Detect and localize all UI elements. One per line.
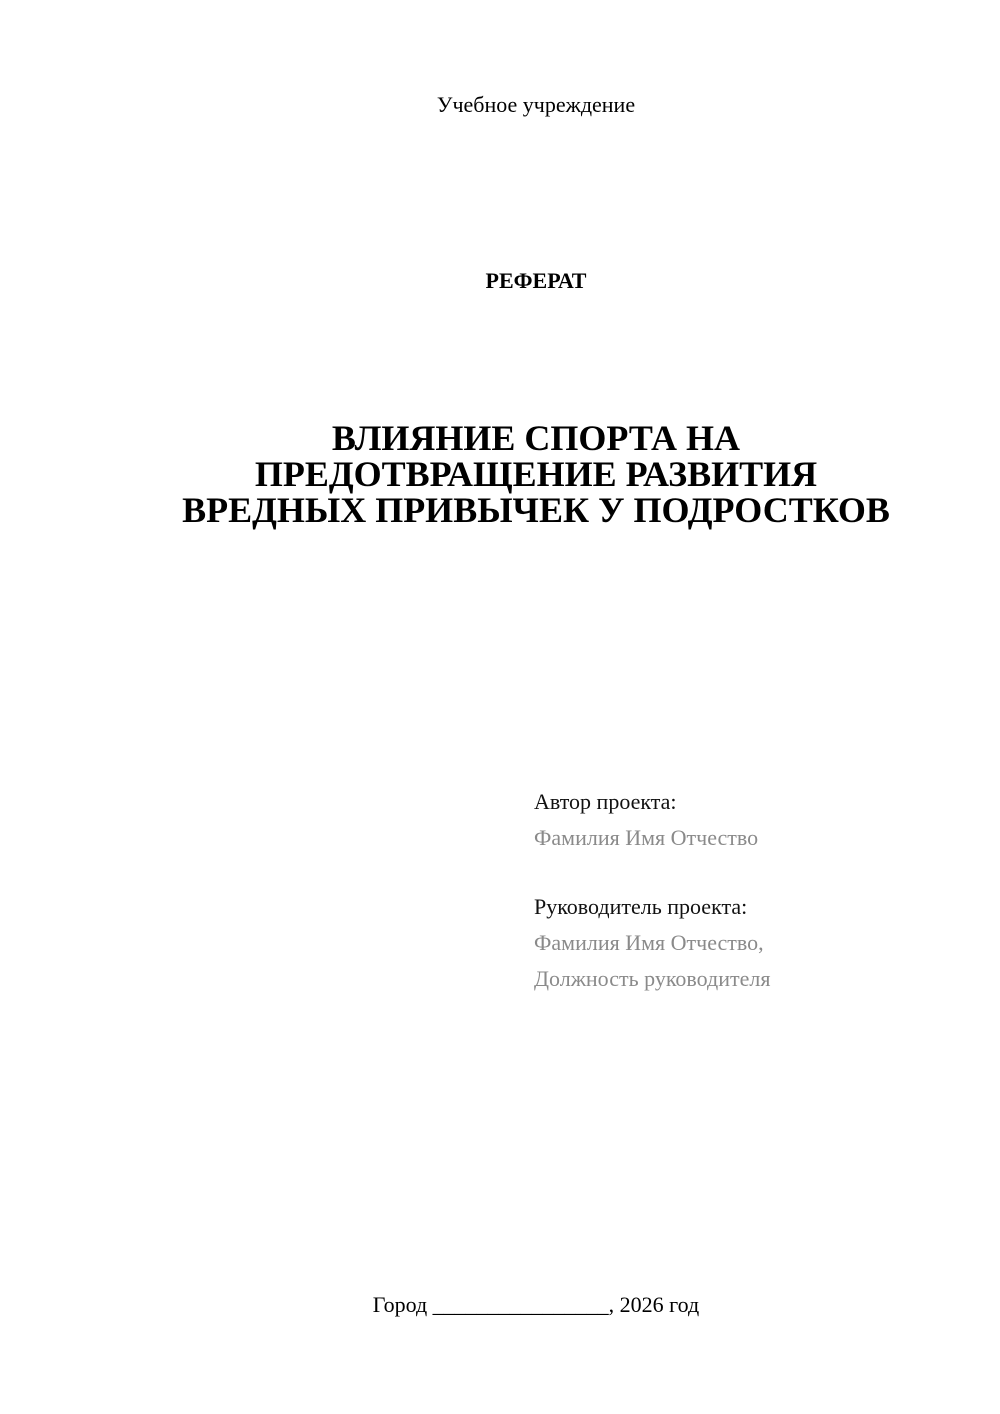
document-type: РЕФЕРАТ — [485, 268, 587, 293]
document-title — [0, 420, 1000, 528]
author-label: Автор проекта: — [534, 789, 677, 814]
title-line: ВЛИЯНИЕ СПОРТА НА — [331, 418, 741, 458]
city-year-line: Город ________________, 2026 год — [372, 1292, 700, 1317]
author-block — [534, 784, 974, 856]
title-line: ВРЕДНЫХ ПРИВЫЧЕК У ПОДРОСТКОВ — [182, 490, 890, 530]
supervisor-label: Руководитель проекта: — [534, 894, 748, 919]
supervisor-name: Фамилия Имя Отчество, — [534, 930, 764, 955]
supervisor-position: Должность руководителя — [534, 966, 771, 991]
supervisor-block — [534, 889, 974, 997]
author-name: Фамилия Имя Отчество — [534, 825, 759, 850]
institution-name: Учебное учреждение — [436, 92, 636, 117]
title-line: ПРЕДОТВРАЩЕНИЕ РАЗВИТИЯ — [254, 454, 818, 494]
